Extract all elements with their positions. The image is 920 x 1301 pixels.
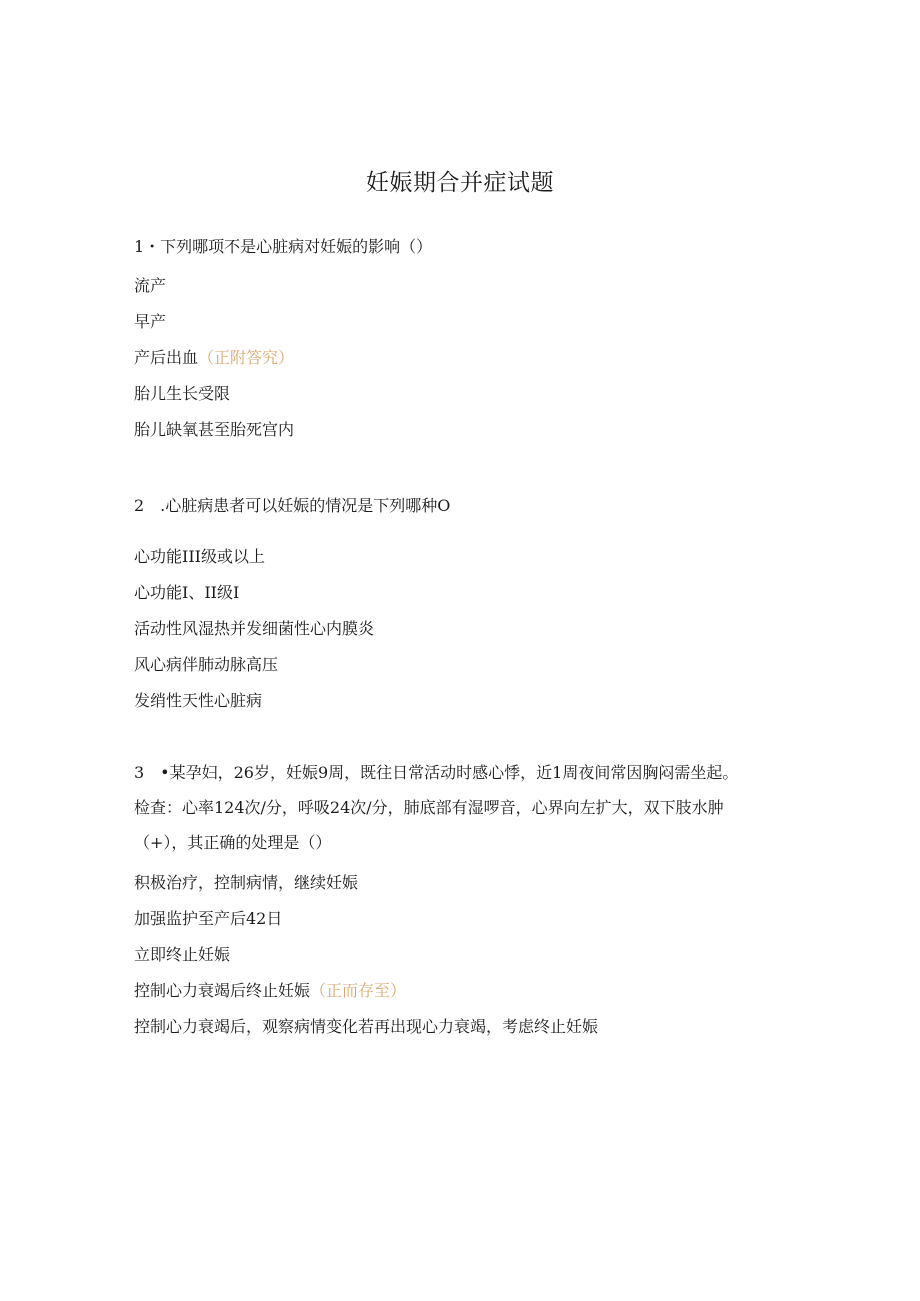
question-1-option-1 bbox=[134, 275, 166, 297]
question-1-option-2 bbox=[134, 311, 166, 333]
option-text: 加强监护至产后42日 bbox=[134, 909, 283, 928]
question-3-stem-line-2: 检查：心率124次/分，呼吸24次/分，肺底部有湿啰音，心界向左扩大，双下肢水肿 bbox=[134, 798, 724, 817]
question-3-option-3 bbox=[134, 944, 230, 966]
question-3-stem-line-1: 3 •某孕妇，26岁，妊娠9周，既往日常活动时感心悸，近1周夜间常因胸闷需坐起。 bbox=[134, 763, 739, 782]
question-3-option-5 bbox=[134, 1016, 598, 1038]
option-text: 早产 bbox=[134, 312, 167, 331]
option-text: 活动性风湿热并发细菌性心内膜炎 bbox=[134, 619, 375, 638]
option-text: 心功能III级或以上 bbox=[134, 547, 265, 566]
question-1-option-3 bbox=[134, 347, 294, 369]
answer-mark: （正而存至） bbox=[310, 981, 407, 1000]
option-text: 控制心力衰竭后，观察病情变化若再出现心力衰竭，考虑终止妊娠 bbox=[134, 1017, 599, 1036]
question-2-option-3 bbox=[134, 618, 374, 640]
question-3-option-4 bbox=[134, 980, 406, 1002]
option-text: 立即终止妊娠 bbox=[134, 945, 231, 964]
question-2-stem: 2 .心脏病患者可以妊娠的情况是下列哪种O bbox=[134, 496, 451, 515]
question-2-option-2 bbox=[134, 582, 239, 604]
question-2-option-4 bbox=[134, 654, 278, 676]
option-text: 流产 bbox=[134, 276, 167, 295]
question-2-option-1 bbox=[134, 546, 265, 568]
option-text: 风心病伴肺动脉高压 bbox=[134, 655, 279, 674]
option-text: 积极治疗，控制病情，继续妊娠 bbox=[134, 873, 359, 892]
question-3-stem-line-3: （+），其正确的处理是（） bbox=[134, 833, 332, 852]
option-text: 控制心力衰竭后终止妊娠 bbox=[134, 981, 311, 1000]
question-2-option-5 bbox=[134, 690, 262, 712]
answer-mark: （正附答究） bbox=[198, 348, 295, 367]
option-text: 产后出血 bbox=[134, 348, 199, 367]
page-title: 妊娠期合并症试题 bbox=[366, 170, 554, 196]
option-text: 心功能I、II级I bbox=[134, 583, 240, 602]
option-text: 胎儿缺氧甚至胎死宫内 bbox=[134, 420, 295, 439]
question-1-stem: 1・下列哪项不是心脏病对妊娠的影响（） bbox=[134, 237, 433, 256]
option-text: 胎儿生长受限 bbox=[134, 384, 231, 403]
question-1-option-5 bbox=[134, 419, 294, 441]
question-1-option-4 bbox=[134, 383, 230, 405]
question-3-option-1 bbox=[134, 872, 358, 894]
option-text: 发绡性天性心脏病 bbox=[134, 691, 263, 710]
question-3-option-2 bbox=[134, 908, 282, 930]
